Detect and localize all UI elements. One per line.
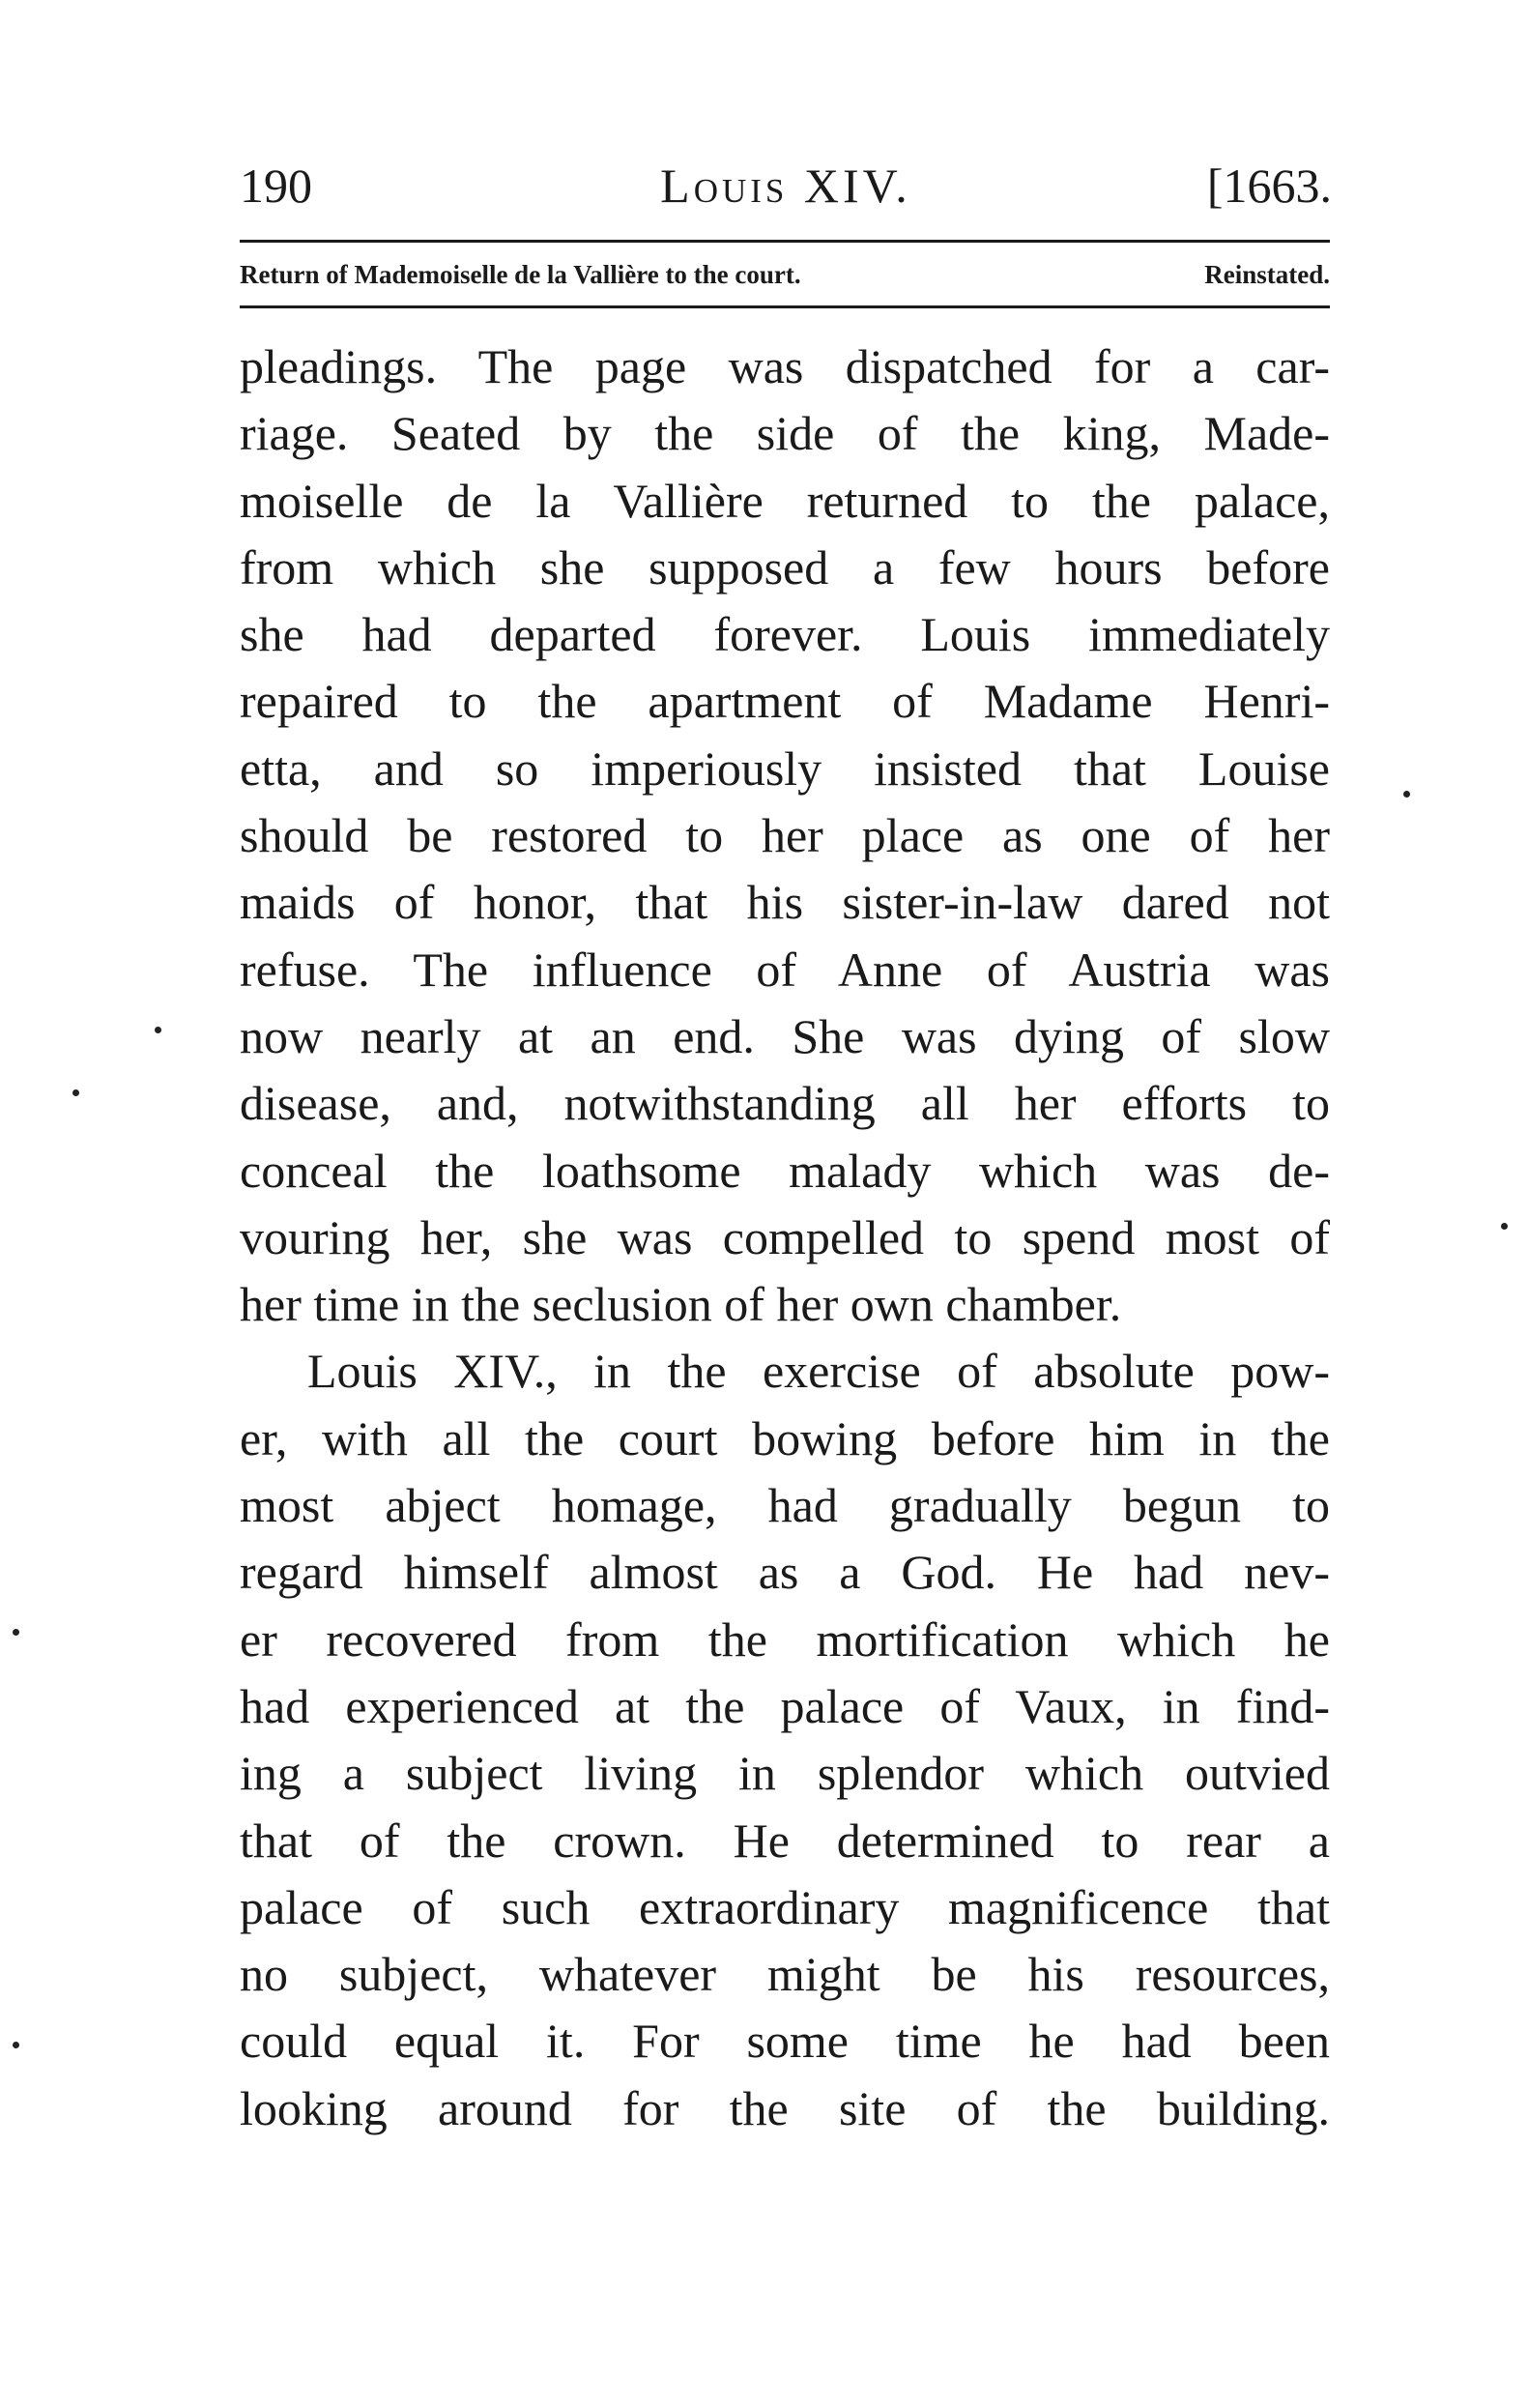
text-line: moiselle de la Vallière returned to the palace, (240, 473, 1330, 528)
paragraph-end-line: her time in the seclusion of her own chamber. (240, 1277, 1122, 1332)
text-line: regard himself almost as a God. He had nev- (240, 1545, 1330, 1600)
scan-speck (72, 1089, 79, 1096)
running-year: [1663. (1206, 159, 1332, 213)
text-line: repaired to the apartment of Madame Henri- (240, 674, 1330, 729)
scan-speck (1403, 791, 1410, 798)
paragraph-first-line: Louis XIV., in the exercise of absolute pow- (307, 1344, 1330, 1399)
body-text (240, 334, 1330, 2142)
scan-speck (13, 2042, 19, 2048)
text-line: looking around for the site of the building. (240, 2080, 1330, 2135)
text-line: er recovered from the mortification which he (240, 1611, 1330, 1667)
running-title: Louis XIV. (660, 159, 911, 213)
text-line: er, with all the court bowing before him in the (240, 1410, 1330, 1465)
scan-speck (155, 1027, 161, 1033)
text-line: from which she supposed a few hours before (240, 539, 1330, 595)
text-line: she had departed forever. Louis immediately (240, 607, 1330, 662)
text-line: now nearly at an end. She was dying of slow (240, 1008, 1330, 1063)
text-line: ing a subject living in splendor which outvied (240, 1746, 1330, 1801)
text-line: could equal it. For some time he had been (240, 2014, 1330, 2069)
text-line: riage. Seated by the side of the king, Made- (240, 406, 1330, 461)
text-line: etta, and so imperiously insisted that Louise (240, 740, 1330, 796)
subheader-right: Reinstated. (1204, 260, 1330, 289)
text-line: conceal the loathsome malady which was de- (240, 1143, 1330, 1198)
subheader-left: Return of Mademoiselle de la Vallière to the court. (240, 260, 801, 289)
text-line: palace of such extraordinary magnificence that (240, 1879, 1330, 1934)
subheader (240, 253, 1330, 296)
text-line: most abject homage, had gradually begun to (240, 1478, 1330, 1533)
text-line: pleadings. The page was dispatched for a car- (240, 339, 1330, 393)
text-line: disease, and, notwithstanding all her efforts to (240, 1076, 1330, 1131)
scan-speck (1501, 1223, 1508, 1230)
text-line: had experienced at the palace of Vaux, in find- (240, 1678, 1330, 1733)
text-line: refuse. The influence of Anne of Austria was (240, 942, 1330, 997)
running-head (240, 157, 1332, 215)
text-line: no subject, whatever might be his resources, (240, 1947, 1330, 2002)
scan-speck (13, 1629, 19, 1636)
text-line: should be restored to her place as one of her (240, 808, 1330, 863)
header-rule-bottom (240, 305, 1330, 308)
text-line: that of the crown. He determined to rear a (240, 1813, 1330, 1868)
text-line: vouring her, she was compelled to spend most of (240, 1209, 1330, 1264)
page-number: 190 (240, 159, 312, 213)
text-line: maids of honor, that his sister-in-law dared not (240, 875, 1330, 930)
header-rule-top (240, 240, 1330, 243)
